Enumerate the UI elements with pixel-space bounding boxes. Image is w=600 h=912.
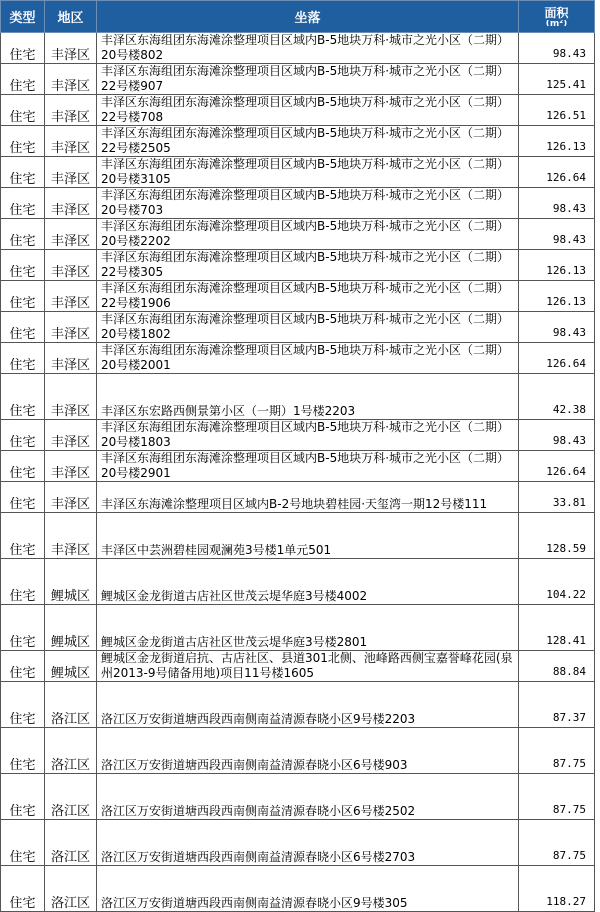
cell-area: 42.38 — [519, 374, 595, 420]
cell-type: 住宅 — [1, 219, 45, 250]
cell-district: 洛江区 — [45, 682, 97, 728]
cell-address: 丰泽区东海组团东海滩涂整理项目区域内B-5地块万科·城市之光小区（二期）20号楼1803 — [97, 420, 519, 451]
cell-area: 87.37 — [519, 682, 595, 728]
table-row — [1, 33, 595, 64]
cell-district: 鲤城区 — [45, 559, 97, 605]
cell-area: 126.13 — [519, 281, 595, 312]
header-row — [1, 1, 595, 33]
cell-address: 丰泽区东宏路西侧景第小区（一期）1号楼2203 — [97, 374, 519, 420]
cell-district: 鲤城区 — [45, 605, 97, 651]
table-row — [1, 682, 595, 728]
cell-address: 鲤城区金龙街道启抗、古店社区、县道301北侧、池峰路西侧宝嘉誉峰花园(泉州2013-9号储备用地)项目11号楼1605 — [97, 651, 519, 682]
cell-address: 丰泽区东海组团东海滩涂整理项目区域内B-5地块万科·城市之光小区（二期）20号楼802 — [97, 33, 519, 64]
cell-type: 住宅 — [1, 682, 45, 728]
cell-address: 丰泽区东海组团东海滩涂整理项目区域内B-5地块万科·城市之光小区（二期）20号楼1802 — [97, 312, 519, 343]
cell-district: 丰泽区 — [45, 157, 97, 188]
cell-area: 118.27 — [519, 866, 595, 912]
table-row — [1, 64, 595, 95]
cell-address: 丰泽区东海滩涂整理项目区域内B-2号地块碧桂园·天玺湾一期12号楼111 — [97, 482, 519, 513]
cell-type: 住宅 — [1, 343, 45, 374]
cell-district: 丰泽区 — [45, 513, 97, 559]
cell-type: 住宅 — [1, 866, 45, 912]
table-row — [1, 188, 595, 219]
cell-address: 洛江区万安街道塘西段西南侧南益清源春晓小区9号楼2203 — [97, 682, 519, 728]
cell-area: 126.51 — [519, 95, 595, 126]
cell-district: 丰泽区 — [45, 126, 97, 157]
cell-type: 住宅 — [1, 420, 45, 451]
table-row — [1, 157, 595, 188]
cell-district: 丰泽区 — [45, 482, 97, 513]
cell-type: 住宅 — [1, 605, 45, 651]
cell-type: 住宅 — [1, 188, 45, 219]
table-row — [1, 95, 595, 126]
cell-district: 丰泽区 — [45, 343, 97, 374]
cell-type: 住宅 — [1, 482, 45, 513]
cell-type: 住宅 — [1, 374, 45, 420]
cell-area: 87.75 — [519, 728, 595, 774]
cell-district: 洛江区 — [45, 866, 97, 912]
cell-area: 88.84 — [519, 651, 595, 682]
cell-address: 洛江区万安街道塘西段西南侧南益清源春晓小区6号楼2703 — [97, 820, 519, 866]
cell-district: 丰泽区 — [45, 374, 97, 420]
cell-district: 丰泽区 — [45, 33, 97, 64]
table-row — [1, 250, 595, 281]
cell-type: 住宅 — [1, 820, 45, 866]
cell-area: 87.75 — [519, 820, 595, 866]
cell-type: 住宅 — [1, 451, 45, 482]
header-type: 类型 — [1, 1, 45, 33]
cell-district: 丰泽区 — [45, 219, 97, 250]
cell-address: 丰泽区东海组团东海滩涂整理项目区域内B-5地块万科·城市之光小区（二期）22号楼2505 — [97, 126, 519, 157]
table-row — [1, 559, 595, 605]
cell-area: 98.43 — [519, 420, 595, 451]
table-row — [1, 482, 595, 513]
table-row — [1, 219, 595, 250]
cell-area: 128.59 — [519, 513, 595, 559]
cell-address: 丰泽区东海组团东海滩涂整理项目区域内B-5地块万科·城市之光小区（二期）20号楼3105 — [97, 157, 519, 188]
table-row — [1, 281, 595, 312]
header-area — [519, 1, 595, 33]
cell-area: 125.41 — [519, 64, 595, 95]
cell-district: 丰泽区 — [45, 95, 97, 126]
table-row — [1, 605, 595, 651]
cell-type: 住宅 — [1, 312, 45, 343]
header-address: 坐落 — [97, 1, 519, 33]
table-row — [1, 651, 595, 682]
cell-address: 丰泽区东海组团东海滩涂整理项目区域内B-5地块万科·城市之光小区（二期）22号楼305 — [97, 250, 519, 281]
cell-type: 住宅 — [1, 513, 45, 559]
table-row — [1, 374, 595, 420]
cell-address: 丰泽区东海组团东海滩涂整理项目区域内B-5地块万科·城市之光小区（二期）20号楼703 — [97, 188, 519, 219]
table-row — [1, 820, 595, 866]
cell-address: 鲤城区金龙街道古店社区世茂云堤华庭3号楼4002 — [97, 559, 519, 605]
cell-address: 丰泽区东海组团东海滩涂整理项目区域内B-5地块万科·城市之光小区（二期）22号楼708 — [97, 95, 519, 126]
cell-district: 丰泽区 — [45, 188, 97, 219]
table-row — [1, 774, 595, 820]
cell-type: 住宅 — [1, 64, 45, 95]
cell-address: 丰泽区东海组团东海滩涂整理项目区域内B-5地块万科·城市之光小区（二期）20号楼2202 — [97, 219, 519, 250]
table-row — [1, 126, 595, 157]
table-body — [1, 33, 595, 912]
cell-district: 丰泽区 — [45, 64, 97, 95]
cell-area: 98.43 — [519, 219, 595, 250]
cell-area: 128.41 — [519, 605, 595, 651]
cell-type: 住宅 — [1, 281, 45, 312]
cell-area: 33.81 — [519, 482, 595, 513]
table-row — [1, 312, 595, 343]
cell-district: 丰泽区 — [45, 281, 97, 312]
cell-area: 104.22 — [519, 559, 595, 605]
cell-district: 丰泽区 — [45, 250, 97, 281]
cell-address: 鲤城区金龙街道古店社区世茂云堤华庭3号楼2801 — [97, 605, 519, 651]
cell-area: 126.13 — [519, 126, 595, 157]
cell-type: 住宅 — [1, 126, 45, 157]
cell-type: 住宅 — [1, 559, 45, 605]
cell-address: 洛江区万安街道塘西段西南侧南益清源春晓小区6号楼2502 — [97, 774, 519, 820]
cell-district: 鲤城区 — [45, 651, 97, 682]
table-row — [1, 513, 595, 559]
cell-district: 洛江区 — [45, 774, 97, 820]
cell-address: 洛江区万安街道塘西段西南侧南益清源春晓小区6号楼903 — [97, 728, 519, 774]
cell-address: 丰泽区东海组团东海滩涂整理项目区域内B-5地块万科·城市之光小区（二期）22号楼907 — [97, 64, 519, 95]
cell-district: 洛江区 — [45, 728, 97, 774]
table-row — [1, 728, 595, 774]
header-area-label: 面积 — [544, 6, 569, 20]
header-area-unit: (m²) — [545, 20, 568, 26]
cell-address: 丰泽区东海组团东海滩涂整理项目区域内B-5地块万科·城市之光小区（二期）20号楼2001 — [97, 343, 519, 374]
cell-type: 住宅 — [1, 95, 45, 126]
cell-type: 住宅 — [1, 33, 45, 64]
cell-district: 洛江区 — [45, 820, 97, 866]
cell-district: 丰泽区 — [45, 420, 97, 451]
table-row — [1, 866, 595, 912]
cell-address: 丰泽区中芸洲碧桂园观澜苑3号楼1单元501 — [97, 513, 519, 559]
cell-type: 住宅 — [1, 250, 45, 281]
cell-type: 住宅 — [1, 157, 45, 188]
cell-district: 丰泽区 — [45, 312, 97, 343]
table-row — [1, 451, 595, 482]
cell-address: 丰泽区东海组团东海滩涂整理项目区域内B-5地块万科·城市之光小区（二期）22号楼1906 — [97, 281, 519, 312]
cell-area: 98.43 — [519, 188, 595, 219]
cell-area: 98.43 — [519, 33, 595, 64]
cell-area: 126.13 — [519, 250, 595, 281]
cell-district: 丰泽区 — [45, 451, 97, 482]
cell-type: 住宅 — [1, 728, 45, 774]
header-district: 地区 — [45, 1, 97, 33]
cell-area: 126.64 — [519, 451, 595, 482]
cell-area: 126.64 — [519, 343, 595, 374]
cell-area: 126.64 — [519, 157, 595, 188]
table-row — [1, 420, 595, 451]
cell-area: 87.75 — [519, 774, 595, 820]
cell-address: 丰泽区东海组团东海滩涂整理项目区域内B-5地块万科·城市之光小区（二期）20号楼2901 — [97, 451, 519, 482]
cell-address: 洛江区万安街道塘西段西南侧南益清源春晓小区9号楼305 — [97, 866, 519, 912]
table-row — [1, 343, 595, 374]
cell-type: 住宅 — [1, 774, 45, 820]
cell-area: 98.43 — [519, 312, 595, 343]
cell-type: 住宅 — [1, 651, 45, 682]
